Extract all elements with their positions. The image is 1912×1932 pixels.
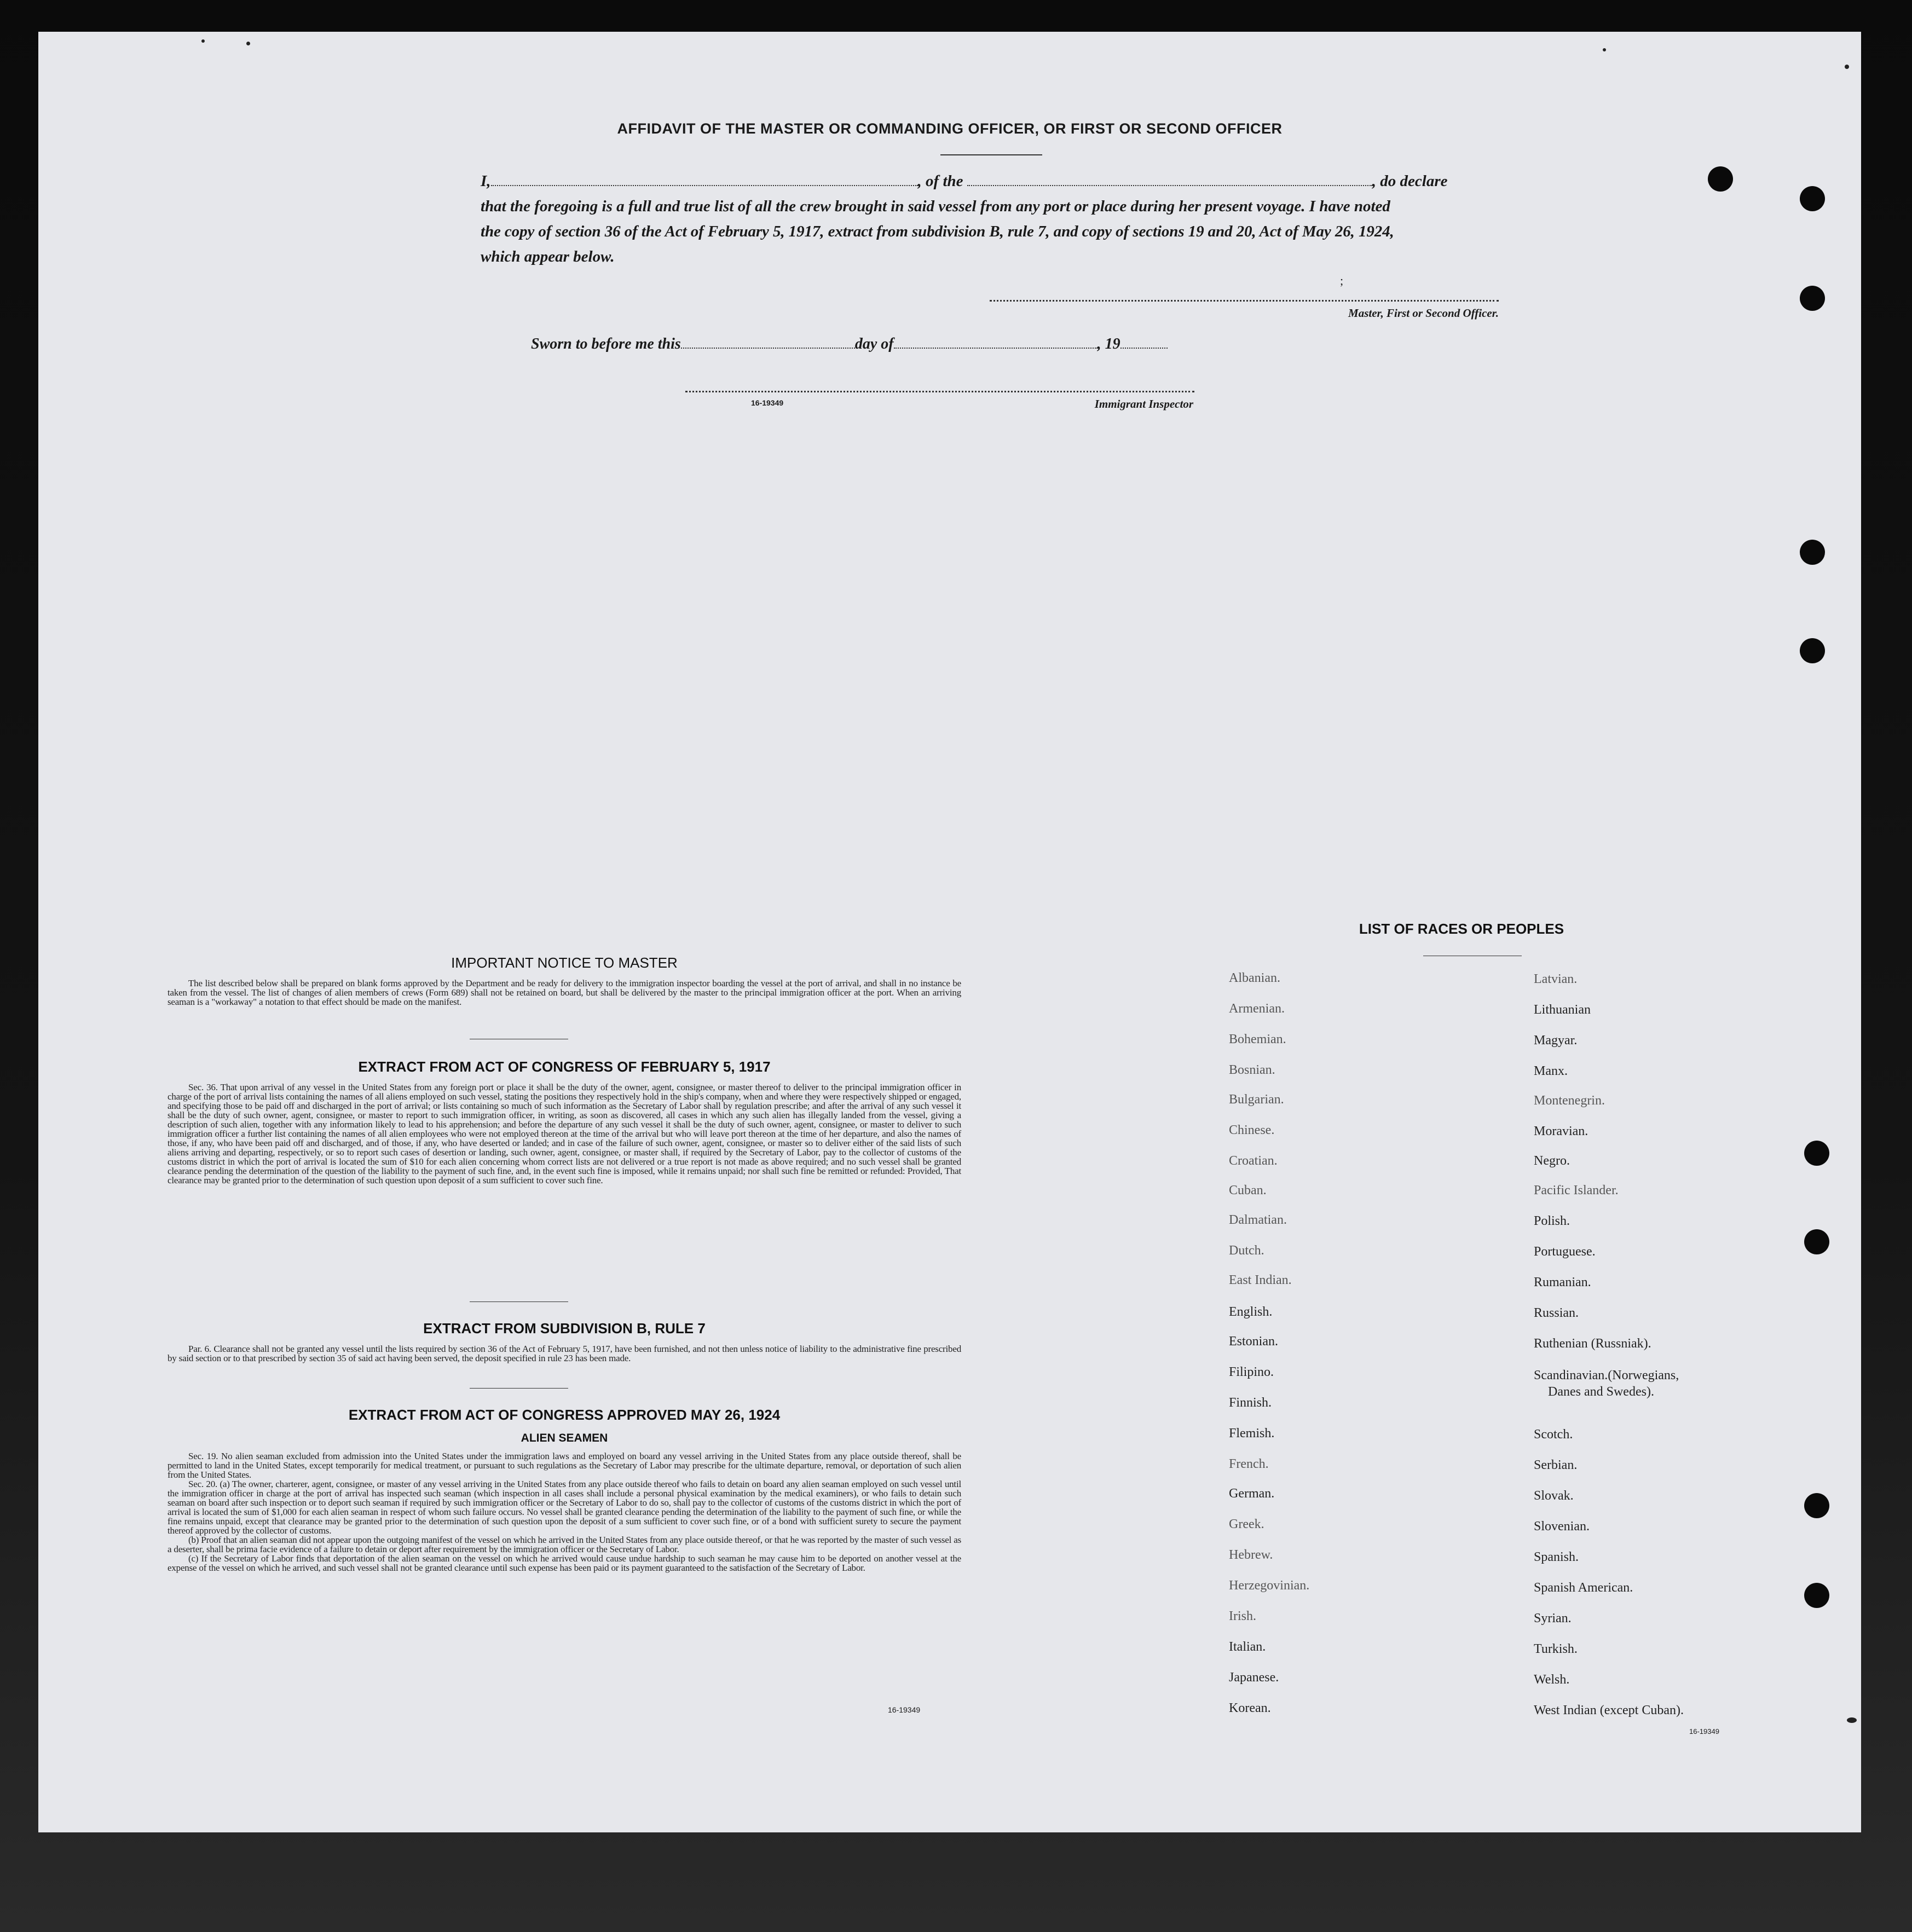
- race-item: Spanish American.: [1534, 1581, 1633, 1595]
- race-item: Bohemian.: [1229, 1032, 1286, 1046]
- section-20b-paragraph: (b) Proof that an alien seaman did not appear upon the outgoing manifest of the vessel on which he arrived in the United States from any place outside thereof, or that he was reported by the master of such vessel as a deserter, shall be prima facie evidence of a failure to detain or deport after requirement by the immigration officer or the Secretary of Labor.: [167, 1535, 961, 1554]
- race-item: Albanian.: [1229, 971, 1280, 985]
- officer-caption: Master, First or Second Officer.: [1348, 306, 1499, 320]
- section-36-paragraph: Sec. 36. That upon arrival of any vessel in the United States from any foreign port or place it shall be the duty of the owner, agent, consignee, or master thereof to deliver to the principal immigration officer in charge of the port of arrival lists containing the names of all aliens employed on such vessel, stating the positions they respectively hold in the ship's company, when and where they were respectively shipped or engaged, and specifying those to be paid off and discharged in the port of arrival; or lists containing so much of such information as the Secretary of Labor shall by regulation prescribe; and after the arrival of any such vessel it shall be the duty of such owner, agent, consignee, or master to report to such immigration officer, in writing, as soon as discovered, all cases in which any such alien has illegally landed from the vessel, giving a description of such alien, together with any information likely to lead to his apprehension; and before the departure of any such vessel it shall be the duty of such owner, agent, consignee, or master to deliver to such immigration officer a further list containing the names of all alien employees who were not employed thereon at the time of the arrival but who will leave port thereon at the time of her departure, and also the names of those, if any, who have been paid off and discharged, and of those, if any, who have deserted or landed; and in case of the failure of such owner, agent, consignee, or master so to deliver either of the said lists of such aliens arriving and departing, respectively, or so to report such cases of desertion or landing, such owner, agent, consignee, or master shall, if required by the Secretary of Labor, pay to the collector of customs of the customs district in which the port of arrival is located the sum of $10 for each alien concerning whom correct lists are not delivered or a true report is not made as above required; and no such vessel shall be granted clearance pending the determination of the question of the liability to the payment of such fine, and, in the event such fine is imposed, while it remains unpaid; nor shall such fine be remitted or refunded: Provided, That clearance may be granted prior to the determination of such question upon deposit of a sum sufficient to cover such fine.: [167, 1082, 961, 1185]
- form-number-bottom-left: 16-19349: [888, 1705, 921, 1714]
- race-item: Ruthenian (Russniak).: [1534, 1337, 1651, 1351]
- name-blank[interactable]: [491, 173, 918, 186]
- race-item: Scandinavian.(Norwegians,: [1534, 1368, 1679, 1383]
- sworn-month-blank[interactable]: [894, 336, 1097, 349]
- punch-hole: [1800, 286, 1825, 311]
- race-item: Montenegrin.: [1534, 1094, 1605, 1108]
- semicolon-mark: ;: [1340, 274, 1344, 287]
- race-item: Slovenian.: [1534, 1519, 1590, 1534]
- punch-hole: [1800, 638, 1825, 663]
- form-sheet: [38, 32, 1861, 1832]
- declaration-line: [481, 169, 1537, 194]
- affidavit-title: AFFIDAVIT OF THE MASTER OR COMMANDING OFFICER, OR FIRST OR SECOND OFFICER: [617, 120, 1283, 137]
- race-item: Dutch.: [1229, 1243, 1264, 1258]
- race-item: Turkish.: [1534, 1642, 1578, 1656]
- race-item: Finnish.: [1229, 1396, 1272, 1410]
- race-item: Chinese.: [1229, 1123, 1275, 1137]
- notice-paragraph: The list described below shall be prepared on blank forms approved by the Department and be ready for delivery to the immigration inspector boarding the vessel at the port of arrival, and shall in no instance be taken from the vessel. The list of changes of alien members of crews (Form 689) shall not be retained on board, but shall be delivered by the master to the principal immigration officer at the port. When an arriving seaman is a "workaway" a notation to that effect should be made on the manifest.: [167, 978, 961, 1007]
- race-item: Japanese.: [1229, 1670, 1279, 1685]
- ink-speck: [201, 39, 205, 43]
- inspector-signature-line[interactable]: [685, 391, 1194, 392]
- declaration-text-3: which appear below.: [481, 248, 615, 265]
- rule-7-paragraph: Par. 6. Clearance shall not be granted any vessel until the lists required by section 36 of the Act of February 5, 1917, have been furnished, and not then unless notice of liability to the administrative fine prescribed by said section or to that prescribed by section 35 of said act having been served, the deposit specified in rule 23 has been made.: [167, 1344, 961, 1363]
- race-item: Magyar.: [1534, 1033, 1578, 1048]
- race-item: Greek.: [1229, 1517, 1264, 1531]
- notice-title: IMPORTANT NOTICE TO MASTER: [451, 955, 678, 971]
- race-item: Negro.: [1534, 1154, 1570, 1168]
- ink-speck: [1847, 1717, 1857, 1723]
- inspector-caption: Immigrant Inspector: [1094, 397, 1193, 410]
- section-20a-paragraph: Sec. 20. (a) The owner, charterer, agent, consignee, or master of any vessel arriving in the United States from any place outside thereof who fails to detain on board any alien seaman employed on such vessel until the immigration officer in charge at the port of arrival has inspected such seaman (which inspection in all cases shall include a personal physical examination by the medical examiners), or who fails to detain such seaman on board after such inspection or to deport such seaman if required by such immigration officer or the Secretary of Labor to do so, shall pay to the collector of customs of the customs district in which the port of arrival is located the sum of $1,000 for each alien seaman in respect of whom such failure occurs. No vessel shall be granted clearance pending the determination of the liability to the payment of such fine, or while the fine remains unpaid, except that clearance may be granted prior to the determination of such question upon the deposit of a sum sufficient to cover such fine, or of a bond with sufficient surety to secure the payment thereof approved by the collector of customs.: [167, 1479, 961, 1536]
- race-item: Serbian.: [1534, 1458, 1578, 1472]
- race-item: Russian.: [1534, 1306, 1579, 1320]
- race-item: Estonian.: [1229, 1334, 1278, 1349]
- race-item: Lithuanian: [1534, 1003, 1591, 1017]
- title-underline: [940, 154, 1042, 155]
- race-item: Pacific Islander.: [1534, 1183, 1619, 1198]
- sworn-day-blank[interactable]: [681, 336, 855, 349]
- race-item: Bulgarian.: [1229, 1092, 1284, 1107]
- do-declare-label: , do declare: [1372, 172, 1448, 190]
- race-item: West Indian (except Cuban).: [1534, 1703, 1684, 1717]
- year-label: , 19: [1097, 336, 1120, 352]
- ink-speck: [1845, 65, 1849, 69]
- race-item: East Indian.: [1229, 1273, 1292, 1287]
- race-item: Welsh.: [1534, 1673, 1570, 1687]
- race-item: Polish.: [1534, 1214, 1570, 1228]
- section-19-paragraph: Sec. 19. No alien seaman excluded from admission into the United States under the immigration laws and employed on board any vessel arriving in the United States from any place outside thereof, shall be permitted to land in the United States, except temporarily for medical treatment, or pursuant to such regulations as the Secretary of Labor may prescribe for the ultimate departure, removal, or deportation of such alien from the United States.: [167, 1451, 961, 1480]
- section-20c-paragraph: (c) If the Secretary of Labor finds that deportation of the alien seaman on the vessel on which he arrived would cause undue hardship to such seaman he may cause him to be deported on another vessel at the expense of the vessel on which he arrived, and such vessel shall not be granted clearance until such expense has been paid or its payment guaranteed to the satisfaction of the Secretary of Labor.: [167, 1553, 961, 1573]
- sworn-line: [531, 332, 1168, 357]
- race-item: Irish.: [1229, 1609, 1256, 1623]
- race-item: German.: [1229, 1486, 1275, 1501]
- day-of-label: day of: [854, 336, 894, 352]
- sworn-year-blank[interactable]: [1120, 336, 1168, 349]
- form-number: 16-19349: [751, 398, 784, 407]
- race-item: Italian.: [1229, 1640, 1266, 1654]
- race-item: Bosnian.: [1229, 1063, 1275, 1077]
- race-item: Rumanian.: [1534, 1275, 1591, 1289]
- race-item: Filipino.: [1229, 1365, 1274, 1379]
- race-item: Slovak.: [1534, 1489, 1574, 1503]
- act-1924-body: [167, 1451, 961, 1572]
- punch-hole: [1804, 1493, 1829, 1518]
- officer-signature-line[interactable]: [990, 300, 1499, 302]
- act-1924-subtitle: ALIEN SEAMEN: [521, 1432, 608, 1444]
- punch-hole: [1800, 186, 1825, 211]
- ink-speck: [1603, 48, 1606, 51]
- divider: [470, 1388, 568, 1389]
- declaration-text-1: that the foregoing is a full and true list of all the crew brought in said vessel from any port or place during her present voyage. I have noted: [481, 198, 1390, 215]
- form-number-bottom-right: 16-19349: [1689, 1727, 1719, 1736]
- of-the-label: , of the: [917, 172, 963, 190]
- ink-speck: [246, 42, 250, 45]
- race-item: Flemish.: [1229, 1426, 1275, 1441]
- punch-hole: [1708, 166, 1733, 192]
- race-item: Armenian.: [1229, 1002, 1285, 1016]
- race-item: Dalmatian.: [1229, 1213, 1287, 1227]
- rule-7-body: [167, 1344, 961, 1363]
- race-item: Spanish.: [1534, 1550, 1579, 1564]
- race-item: English.: [1229, 1305, 1273, 1319]
- races-title: LIST OF RACES OR PEOPLES: [1359, 921, 1564, 937]
- sworn-prefix: Sworn to before me this: [531, 336, 681, 352]
- race-item: Manx.: [1534, 1064, 1568, 1078]
- i-label: I,: [481, 172, 491, 190]
- punch-hole: [1804, 1583, 1829, 1608]
- race-item: Syrian.: [1534, 1611, 1572, 1626]
- act-1917-body: [167, 1083, 961, 1185]
- act-1924-title: EXTRACT FROM ACT OF CONGRESS APPROVED MAY 26, 1924: [348, 1407, 781, 1423]
- punch-hole: [1800, 540, 1825, 565]
- race-item: Portuguese.: [1534, 1245, 1596, 1259]
- race-item: Scotch.: [1534, 1427, 1573, 1442]
- vessel-blank[interactable]: [967, 173, 1372, 186]
- race-item: Cuban.: [1229, 1183, 1267, 1198]
- race-item: Herzegovinian.: [1229, 1578, 1310, 1593]
- punch-hole: [1804, 1229, 1829, 1254]
- race-item: Hebrew.: [1229, 1548, 1273, 1562]
- race-item: Croatian.: [1229, 1154, 1278, 1168]
- race-item: Danes and Swedes).: [1548, 1385, 1654, 1399]
- race-item: Moravian.: [1534, 1124, 1588, 1138]
- race-item: French.: [1229, 1457, 1269, 1471]
- rule-7-title: EXTRACT FROM SUBDIVISION B, RULE 7: [423, 1320, 706, 1337]
- race-item: Korean.: [1229, 1701, 1271, 1715]
- punch-hole: [1804, 1141, 1829, 1166]
- race-item: Latvian.: [1534, 972, 1578, 986]
- declaration-text-2: the copy of section 36 of the Act of February 5, 1917, extract from subdivision B, rule 7, and copy of sections 19 and 20, Act of May 26, 1924,: [481, 223, 1394, 240]
- notice-body: [167, 979, 961, 1007]
- act-1917-title: EXTRACT FROM ACT OF CONGRESS OF FEBRUARY 5, 1917: [358, 1058, 771, 1075]
